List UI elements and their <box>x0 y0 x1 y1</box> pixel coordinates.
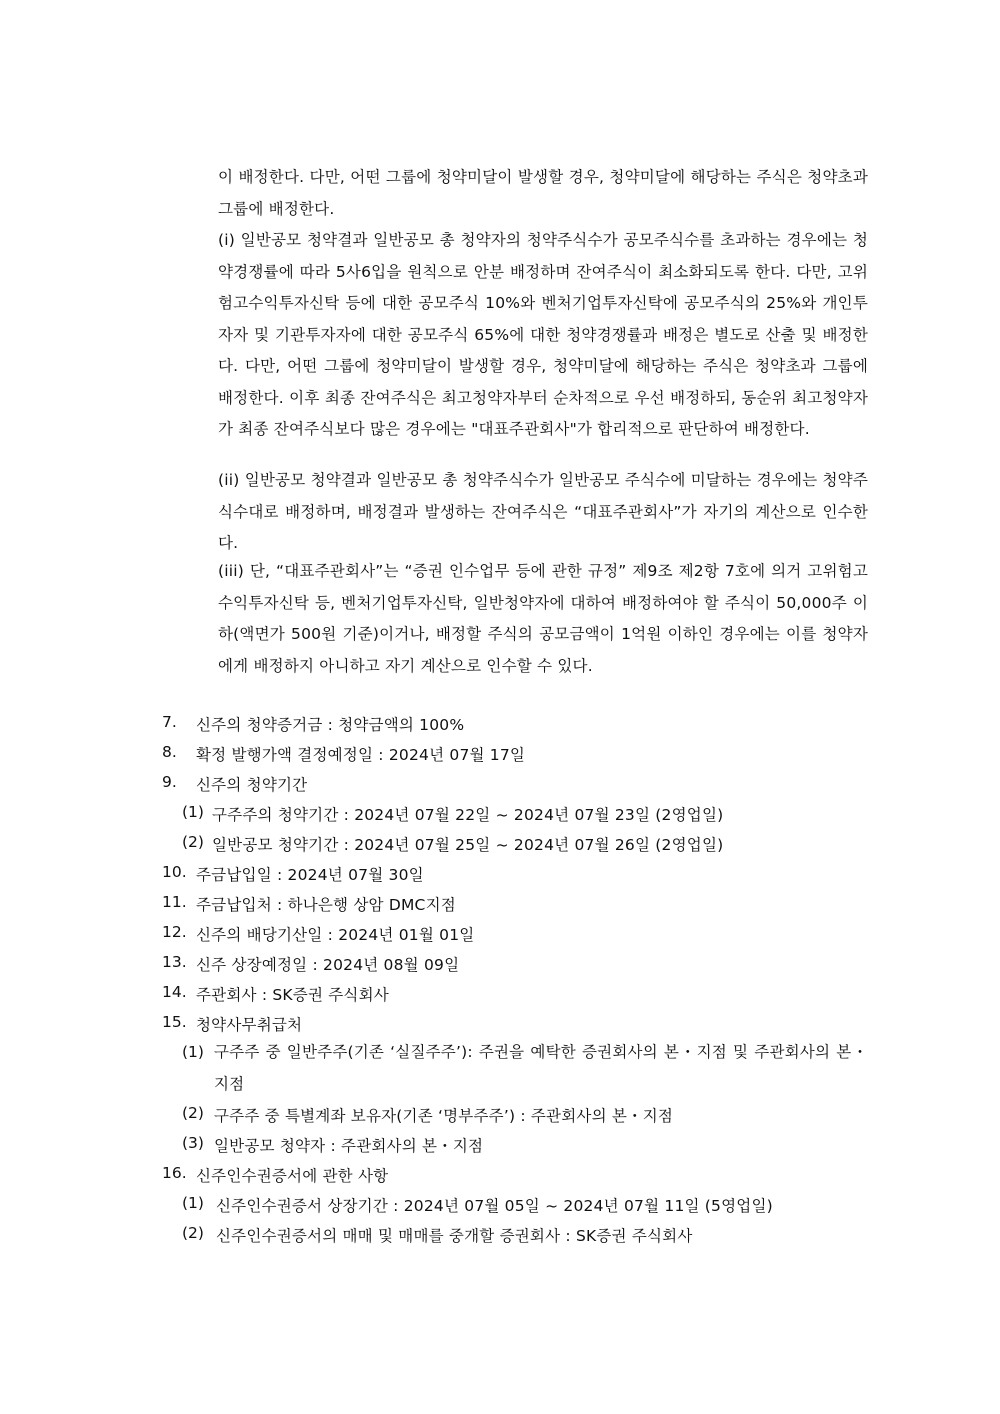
subitem-number: (2) <box>182 833 204 851</box>
subitem-public-subscribers: 일반공모 청약자 : 주관회사의 본・지점 <box>214 1137 484 1155</box>
subitem-special-account-holders: 구주주 중 특별계좌 보유자(기존 ‘명부주주’) : 주관회사의 본・지점 <box>214 1107 674 1125</box>
item-number: 9. <box>162 773 177 791</box>
subitem-public-offering-period: 일반공모 청약기간 : 2024년 07월 25일 ~ 2024년 07월 26일 (2영업일) <box>212 836 724 854</box>
item-subscription-period: 신주의 청약기간 <box>196 776 308 794</box>
subitem-number: (1) <box>182 1194 204 1212</box>
subitem-number: (3) <box>182 1134 204 1152</box>
item-number: 13. <box>162 953 187 971</box>
item-subscription-offices: 청약사무취급처 <box>196 1016 303 1034</box>
subitem-number: (2) <box>182 1104 204 1122</box>
item-number: 10. <box>162 863 187 881</box>
item-rights-certificate: 신주인수권증서에 관한 사항 <box>196 1167 389 1185</box>
subitem-existing-shareholders-period: 구주주의 청약기간 : 2024년 07월 22일 ~ 2024년 07월 23일 (2영업일) <box>212 806 724 824</box>
paragraph-allocation-i: (i) 일반공모 청약결과 일반공모 총 청약자의 청약주식수가 공모주식수를 초과하는 경우에는 청약경쟁률에 따라 5사6입을 원칙으로 안분 배정하며 잔여주식이 최소화되도록 한다. 다만, 고위험고수익투자신탁 등에 대한 공모주식 10%와 벤처기업투자신탁에 공모주식의 25%와 개인투자자 및 기관투자자에 대한 공모주식 65%에 대한 청약경쟁률과 배정은 별도로 산출 및 배정한다. 다만, 어떤 그룹에 청약미달이 발생할 경우, 청약미달에 해당하는 주식은 청약초과 그룹에 배정한다. 이후 최종 잔여주식은 최고청약자부터 순차적으로 우선 배정하되, 동순위 최고청약자가 최종 잔여주식보다 많은 경우에는 "대표주관회사"가 합리적으로 판단하여 배정한다. <box>218 231 868 438</box>
item-price-decision-date: 확정 발행가액 결정예정일 : 2024년 07월 17일 <box>196 746 526 764</box>
subitem-certificate-broker: 신주인수권증서의 매매 및 매매를 중개할 증권회사 : SK증권 주식회사 <box>216 1227 693 1245</box>
subitem-number: (1) <box>182 1043 204 1061</box>
subitem-general-shareholders: 구주주 중 일반주주(기존 ‘실질주주’): 주권을 예탁한 증권회사의 본・지점 및 주관회사의 본・지점 <box>214 1043 868 1093</box>
item-number: 8. <box>162 743 177 761</box>
item-number: 12. <box>162 923 187 941</box>
paragraph-allocation-continued: 이 배정한다. 다만, 어떤 그룹에 청약미달이 발생할 경우, 청약미달에 해당하는 주식은 청약초과 그룹에 배정한다. <box>218 168 868 218</box>
item-listing-date: 신주 상장예정일 : 2024년 08월 09일 <box>196 956 460 974</box>
item-payment-date: 주금납입일 : 2024년 07월 30일 <box>196 866 424 884</box>
item-number: 15. <box>162 1013 187 1031</box>
item-number: 11. <box>162 893 187 911</box>
subitem-certificate-listing-period: 신주인수권증서 상장기간 : 2024년 07월 05일 ~ 2024년 07월 11일 (5영업일) <box>216 1197 773 1215</box>
paragraph-allocation-iii: (iii) 단, “대표주관회사”는 “증권 인수업무 등에 관한 규정” 제9조 제2항 7호에 의거 고위험고수익투자신탁 등, 벤처기업투자신탁, 일반청약자에 대하여 배정하여야 할 주식이 50,000주 이하(액면가 500원 기준)이거나, 배정할 주식의 공모금액이 1억원 이하인 경우에는 이를 청약자에게 배정하지 아니하고 자기 계산으로 인수할 수 있다. <box>218 562 868 675</box>
item-payment-place: 주금납입처 : 하나은행 상암 DMC지점 <box>196 896 456 914</box>
item-number: 16. <box>162 1164 187 1182</box>
item-dividend-start-date: 신주의 배당기산일 : 2024년 01월 01일 <box>196 926 475 944</box>
subitem-number: (2) <box>182 1224 204 1242</box>
item-number: 14. <box>162 983 187 1001</box>
item-number: 7. <box>162 713 177 731</box>
item-subscription-deposit: 신주의 청약증거금 : 청약금액의 100% <box>196 716 465 734</box>
item-lead-manager: 주관회사 : SK증권 주식회사 <box>196 986 389 1004</box>
paragraph-allocation-ii: (ii) 일반공모 청약결과 일반공모 총 청약주식수가 일반공모 주식수에 미달하는 경우에는 청약주식수대로 배정하며, 배정결과 발생하는 잔여주식은 “대표주관회사”가 자기의 계산으로 인수한다. <box>218 471 868 552</box>
subitem-number: (1) <box>182 803 204 821</box>
